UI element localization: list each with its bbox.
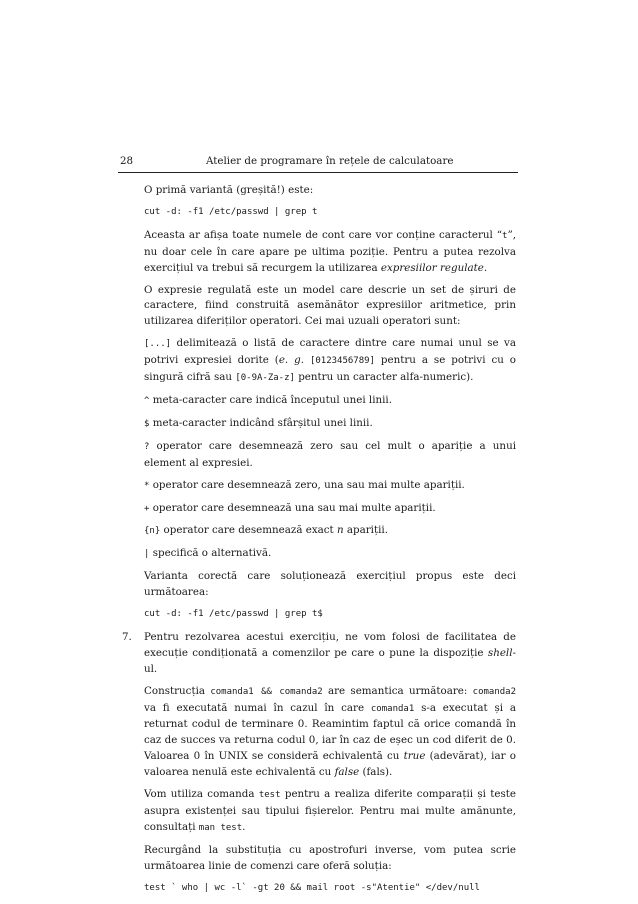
inline-code: * (144, 480, 150, 491)
inline-code: {n} (144, 526, 161, 537)
paragraph: Aceasta ar afișa toate numele de cont care vor conține caracterul “t”, nu doar cele în care apare pe ultima poziție. Pentru a putea rezolva exercițiul va trebui să recurgem la utilizarea expresiilor regulate. (144, 228, 516, 274)
operator-description: + operator care desemnează una sau mai multe apariții. (144, 501, 436, 514)
inline-code: comanda1 && comanda2 (210, 686, 323, 697)
operator-description: $ meta-caracter indicând sfârșitul unei linii. (144, 416, 373, 429)
running-header (118, 154, 518, 173)
paragraph: Vom utiliza comanda test pentru a realiza diferite comparații și teste asupra existenței sau tipului fișierelor. Pentru mai multe amănunte, consultați man test. (144, 788, 516, 833)
code-line: test ` who | wc -l` -gt 20 && mail root -s"Atentie" </dev/null (144, 882, 480, 893)
operator-description: ? operator care desemnează zero sau cel mult o apariție a unui element al expresiei. (144, 439, 516, 469)
inline-code: comanda2 (472, 686, 517, 697)
inline-code: man test (198, 822, 243, 833)
running-title: Atelier de programare în rețele de calculatoare (206, 155, 454, 167)
paragraph: O primă variantă (greșită!) este: (144, 184, 314, 196)
emphasis: expresiilor regulate (380, 261, 484, 274)
operator-description: [...] delimitează o listă de caractere dintre care numai unul se va potrivi expresiei dorite (e. g. [0123456789] pentru a se potrivi cu o singură cifră sau [0-9A-Za-z] pentru un caracter alfa-numeric). (144, 337, 516, 384)
inline-code: ? (144, 441, 150, 452)
inline-code: [...] (144, 339, 172, 350)
inline-code: $ (144, 418, 150, 429)
inline-code: [0-9A-Za-z] (235, 373, 295, 384)
code-line: cut -d: -f1 /etc/passwd | grep t (144, 206, 318, 217)
list-item-7: 7. Pentru rezolvarea acestui exercițiu, ne vom folosi de facilitatea de execuție condiționată a comenzilor pe care o pune la dispoziție shell-ul. (122, 630, 516, 675)
inline-code: | (144, 549, 150, 560)
paragraph: Construcția comanda1 && comanda2 are semantica următoare: comanda2 va fi executată numai în cazul în care comanda1 s-a executat și a returnat codul de terminare 0. Reamintim faptul că orice comandă în caz de succes va returna codul 0, iar în caz de eșec un cod diferit de 0. Valoarea 0 în UNIX se consideră echivalentă cu true (adevărat), iar o valoarea nenulă este echivalentă cu false (fals). (144, 684, 517, 779)
code-line: cut -d: -f1 /etc/passwd | grep t$ (144, 609, 323, 620)
page-number: 28 (120, 155, 134, 167)
paragraph: Varianta corectă care soluționează exercițiul propus este deci următoarea: (144, 570, 516, 599)
paragraph: O expresie regulată este un model care descrie un set de șiruri de caractere, fiind construită asemănător expresiilor aritmetice, prin utilizarea diferiților operatori. Cei mai uzuali operatori sunt: (144, 283, 516, 328)
operator-description: * operator care desemnează zero, una sau mai multe apariții. (144, 478, 465, 491)
item-number: 7. (122, 630, 132, 643)
inline-code: test (258, 790, 281, 801)
operator-description: | specifică o alternativă. (144, 547, 272, 560)
page-body (122, 183, 517, 904)
inline-code: [0123456789] (309, 356, 375, 367)
paragraph: Recurgând la substituția cu apostrofuri inverse, vom putea scrie următoarea linie de comenzi care oferă soluția: (144, 843, 516, 872)
emphasis: shell (487, 646, 513, 659)
operator-description: ^ meta-caracter care indică începutul unei linii. (144, 393, 392, 406)
inline-code: + (144, 503, 150, 514)
inline-code: comanda1 (370, 703, 415, 714)
inline-code: t (502, 230, 508, 241)
inline-code: ^ (144, 395, 150, 406)
operator-description: {n} operator care desemnează exact n apariții. (144, 524, 388, 537)
